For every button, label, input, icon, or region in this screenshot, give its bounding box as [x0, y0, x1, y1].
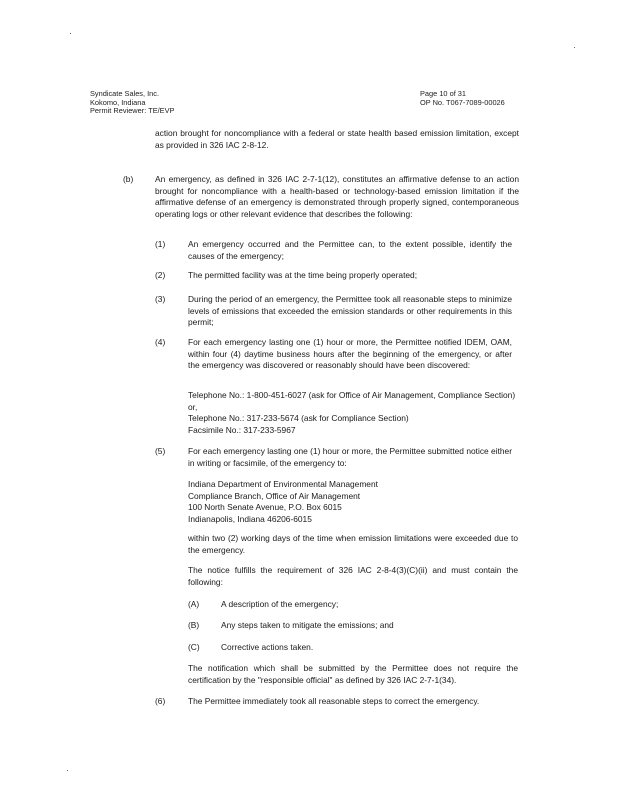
- section-b-label: (b): [123, 174, 134, 184]
- scan-speck: [67, 770, 68, 771]
- item-5-address: [188, 479, 518, 525]
- contact-telephone-2: Telephone No.: 317-233-5674 (ask for Compliance Section): [188, 413, 409, 424]
- header-left: [90, 90, 270, 116]
- item-5-label: (5): [155, 446, 166, 456]
- company-location: Kokomo, Indiana: [90, 97, 146, 107]
- address-line-4: Indianapolis, Indiana 46206-6015: [188, 513, 312, 524]
- item-6-text: The Permittee immediately took all reasonable steps to correct the emergency.: [188, 696, 480, 706]
- item-5-closing: The notification which shall be submitted by the Permittee does not require the certification by the "responsible official" as defined by 326 IAC 2-7-1(34).: [188, 663, 518, 685]
- item-2-text: The permitted facility was at the time being properly operated;: [188, 270, 418, 280]
- sub-b-label: (B): [188, 620, 200, 630]
- item-4-text: For each emergency lasting one (1) hour or more, the Permittee notified IDEM, OAM, within four (4) daytime business hours after the beginning of the emergency, or after the emergency was discovered or reasonably should have been discovered:: [188, 337, 512, 371]
- item-1-label: (1): [155, 239, 166, 249]
- item-3-label: (3): [155, 294, 166, 304]
- item-5-notice: The notice fulfills the requirement of 326 IAC 2-8-4(3)(C)(ii) and must contain the following:: [188, 565, 518, 587]
- address-line-3: 100 North Senate Avenue, P.O. Box 6015: [188, 502, 342, 513]
- company-name: Syndicate Sales, Inc.: [90, 89, 160, 98]
- header-right: [420, 90, 550, 107]
- sub-c-label: (C): [188, 642, 200, 652]
- section-b-text: An emergency, as defined in 326 IAC 2-7-1(12), constitutes an affirmative defense to an action brought for noncompliance with a health-based or technology-based emission limitation if the affirmative defense of an emergency is demonstrated through properly signed, contemporaneous operating logs or other relevant evidence that describes the following:: [155, 174, 519, 219]
- page-number: Page 10 of 31: [420, 89, 467, 98]
- address-line-2: Compliance Branch, Office of Air Management: [188, 490, 361, 501]
- item-6-label: (6): [155, 696, 166, 706]
- item-4-label: (4): [155, 337, 166, 347]
- item-1-text: An emergency occurred and the Permittee can, to the extent possible, identify the causes of the emergency;: [188, 239, 512, 261]
- sub-a-label: (A): [188, 599, 200, 609]
- item-3-text: During the period of an emergency, the Permittee took all reasonable steps to minimize levels of emissions that exceeded the emission standards or other requirements in this permit;: [188, 294, 512, 328]
- contact-telephone-1: Telephone No.: 1-800-451-6027 (ask for Office of Air Management, Compliance Section) or,: [188, 390, 516, 412]
- scan-speck: [574, 47, 575, 48]
- item-5-text: For each emergency lasting one (1) hour or more, the Permittee submitted notice either in writing or facsimile, of the emergency to:: [188, 446, 512, 468]
- sub-a-text: A description of the emergency;: [221, 599, 339, 609]
- contact-facsimile: Facsimile No.: 317-233-5967: [188, 424, 296, 435]
- sub-b-text: Any steps taken to mitigate the emissions; and: [221, 620, 394, 630]
- scan-speck: [70, 33, 71, 34]
- address-line-1: Indiana Department of Environmental Management: [188, 479, 378, 489]
- item-2-label: (2): [155, 270, 166, 280]
- sub-c-text: Corrective actions taken.: [221, 642, 314, 652]
- permit-number: OP No. T067-7089-00026: [420, 97, 505, 107]
- permit-reviewer: Permit Reviewer: TE/EVP: [90, 106, 175, 116]
- item-5-within: within two (2) working days of the time when emission limitations were exceeded due to the emergency.: [188, 533, 518, 555]
- item-4-contacts: [188, 390, 518, 436]
- carryover-paragraph: action brought for noncompliance with a federal or state health based emission limitation, except as provided in 326 IAC 2-8-12.: [155, 128, 519, 150]
